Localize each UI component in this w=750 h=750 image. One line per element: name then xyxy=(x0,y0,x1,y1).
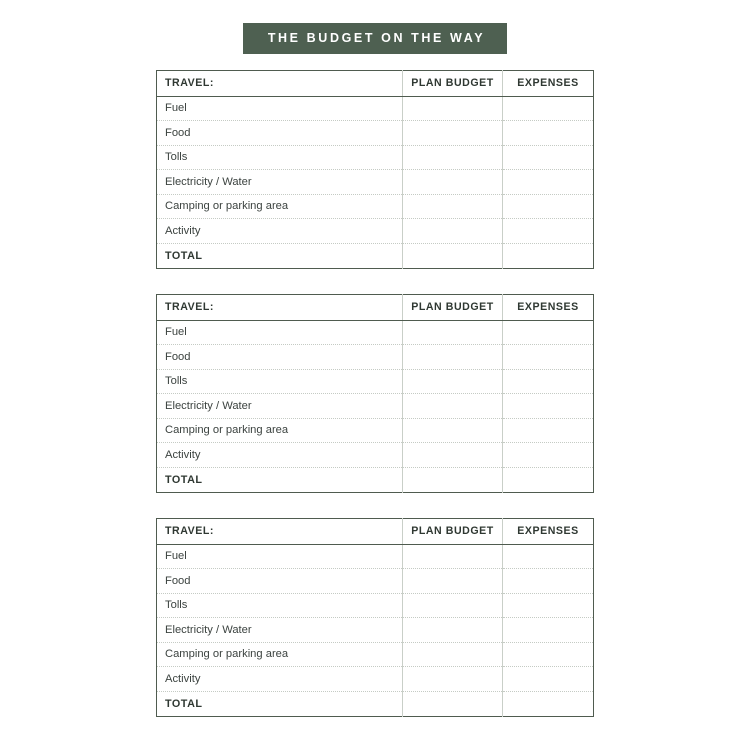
expenses-cell[interactable] xyxy=(503,121,594,146)
column-header-plan-budget: PLAN BUDGET xyxy=(403,294,503,320)
row-label-activity: Activity xyxy=(157,443,403,468)
plan-budget-cell[interactable] xyxy=(403,194,503,219)
row-label-electricity-water: Electricity / Water xyxy=(157,618,403,643)
budget-table-2 xyxy=(156,294,594,493)
total-plan-budget-cell[interactable] xyxy=(403,467,503,492)
expenses-cell[interactable] xyxy=(503,544,594,569)
column-header-plan-budget: PLAN BUDGET xyxy=(403,70,503,96)
expenses-cell[interactable] xyxy=(503,145,594,170)
row-label-camping-parking: Camping or parking area xyxy=(157,642,403,667)
expenses-cell[interactable] xyxy=(503,170,594,195)
plan-budget-cell[interactable] xyxy=(403,369,503,394)
total-expenses-cell[interactable] xyxy=(503,243,594,268)
row-label-fuel: Fuel xyxy=(157,96,403,121)
row-label-electricity-water: Electricity / Water xyxy=(157,170,403,195)
row-label-tolls: Tolls xyxy=(157,145,403,170)
plan-budget-cell[interactable] xyxy=(403,170,503,195)
table-header-row xyxy=(157,294,594,320)
total-plan-budget-cell[interactable] xyxy=(403,691,503,716)
table-row xyxy=(157,544,594,569)
expenses-cell[interactable] xyxy=(503,320,594,345)
table-row xyxy=(157,194,594,219)
row-label-camping-parking: Camping or parking area xyxy=(157,194,403,219)
column-header-plan-budget: PLAN BUDGET xyxy=(403,518,503,544)
plan-budget-cell[interactable] xyxy=(403,544,503,569)
row-label-activity: Activity xyxy=(157,219,403,244)
row-label-tolls: Tolls xyxy=(157,593,403,618)
table-row xyxy=(157,369,594,394)
table-row xyxy=(157,145,594,170)
row-label-food: Food xyxy=(157,569,403,594)
table-row xyxy=(157,170,594,195)
row-label-total: TOTAL xyxy=(157,243,403,268)
column-header-expenses: EXPENSES xyxy=(503,518,594,544)
page-title: THE BUDGET ON THE WAY xyxy=(243,23,507,54)
expenses-cell[interactable] xyxy=(503,394,594,419)
column-header-expenses: EXPENSES xyxy=(503,294,594,320)
budget-tables-container xyxy=(0,70,750,717)
table-row xyxy=(157,394,594,419)
expenses-cell[interactable] xyxy=(503,219,594,244)
plan-budget-cell[interactable] xyxy=(403,121,503,146)
row-label-camping-parking: Camping or parking area xyxy=(157,418,403,443)
table-row xyxy=(157,219,594,244)
budget-table-3 xyxy=(156,518,594,717)
total-plan-budget-cell[interactable] xyxy=(403,243,503,268)
budget-table-1 xyxy=(156,70,594,269)
table-total-row xyxy=(157,691,594,716)
table-header-row xyxy=(157,70,594,96)
expenses-cell[interactable] xyxy=(503,569,594,594)
expenses-cell[interactable] xyxy=(503,443,594,468)
plan-budget-cell[interactable] xyxy=(403,418,503,443)
plan-budget-cell[interactable] xyxy=(403,618,503,643)
expenses-cell[interactable] xyxy=(503,667,594,692)
row-label-total: TOTAL xyxy=(157,691,403,716)
row-label-food: Food xyxy=(157,121,403,146)
expenses-cell[interactable] xyxy=(503,194,594,219)
plan-budget-cell[interactable] xyxy=(403,569,503,594)
column-header-expenses: EXPENSES xyxy=(503,70,594,96)
row-label-food: Food xyxy=(157,345,403,370)
row-label-activity: Activity xyxy=(157,667,403,692)
table-row xyxy=(157,667,594,692)
expenses-cell[interactable] xyxy=(503,345,594,370)
table-total-row xyxy=(157,467,594,492)
plan-budget-cell[interactable] xyxy=(403,667,503,692)
table-row xyxy=(157,618,594,643)
total-expenses-cell[interactable] xyxy=(503,467,594,492)
expenses-cell[interactable] xyxy=(503,593,594,618)
expenses-cell[interactable] xyxy=(503,96,594,121)
plan-budget-cell[interactable] xyxy=(403,642,503,667)
plan-budget-cell[interactable] xyxy=(403,394,503,419)
plan-budget-cell[interactable] xyxy=(403,443,503,468)
expenses-cell[interactable] xyxy=(503,369,594,394)
plan-budget-cell[interactable] xyxy=(403,593,503,618)
column-header-travel: TRAVEL: xyxy=(157,518,403,544)
column-header-travel: TRAVEL: xyxy=(157,294,403,320)
table-header-row xyxy=(157,518,594,544)
table-row xyxy=(157,121,594,146)
plan-budget-cell[interactable] xyxy=(403,145,503,170)
row-label-total: TOTAL xyxy=(157,467,403,492)
row-label-fuel: Fuel xyxy=(157,320,403,345)
title-banner-wrapper xyxy=(0,0,750,54)
expenses-cell[interactable] xyxy=(503,618,594,643)
table-row xyxy=(157,642,594,667)
expenses-cell[interactable] xyxy=(503,418,594,443)
table-row xyxy=(157,345,594,370)
table-total-row xyxy=(157,243,594,268)
row-label-tolls: Tolls xyxy=(157,369,403,394)
expenses-cell[interactable] xyxy=(503,642,594,667)
table-row xyxy=(157,418,594,443)
plan-budget-cell[interactable] xyxy=(403,320,503,345)
row-label-electricity-water: Electricity / Water xyxy=(157,394,403,419)
column-header-travel: TRAVEL: xyxy=(157,70,403,96)
total-expenses-cell[interactable] xyxy=(503,691,594,716)
plan-budget-cell[interactable] xyxy=(403,219,503,244)
row-label-fuel: Fuel xyxy=(157,544,403,569)
plan-budget-cell[interactable] xyxy=(403,96,503,121)
table-row xyxy=(157,96,594,121)
table-row xyxy=(157,320,594,345)
table-row xyxy=(157,593,594,618)
plan-budget-cell[interactable] xyxy=(403,345,503,370)
table-row xyxy=(157,443,594,468)
table-row xyxy=(157,569,594,594)
